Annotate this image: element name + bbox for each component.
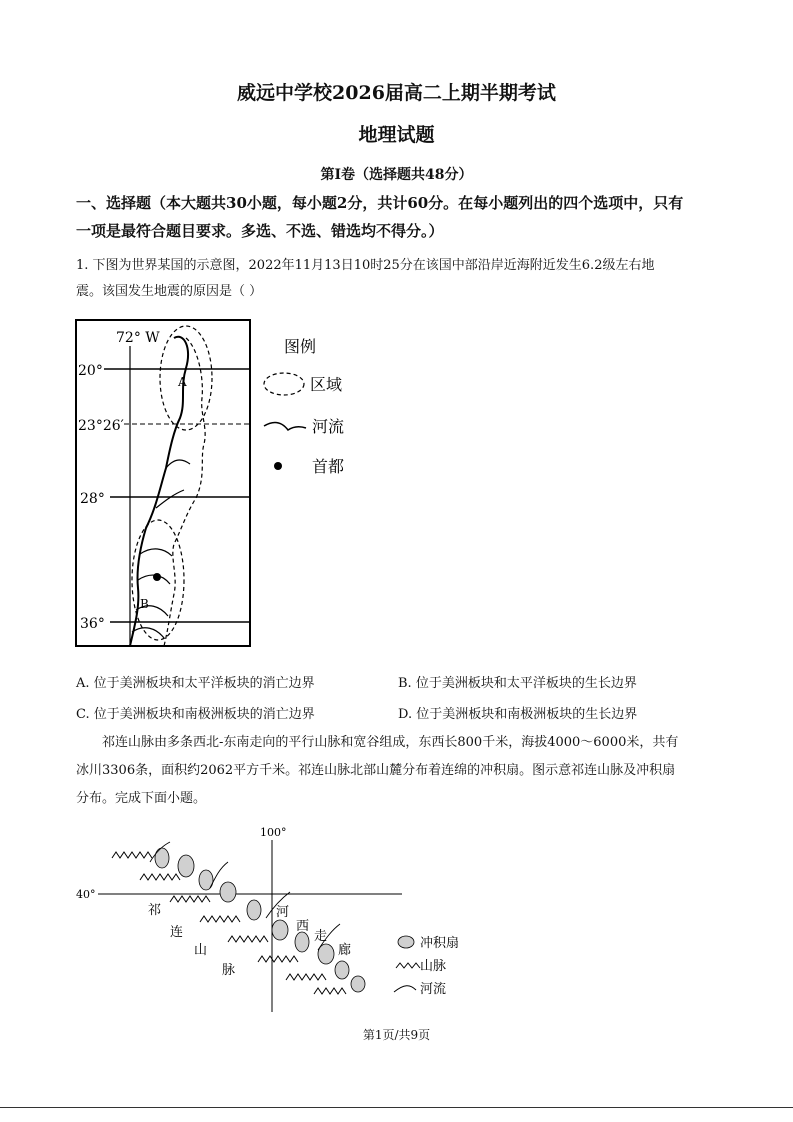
- question-1-line-2: 震。该国发生地震的原因是（ ）: [76, 284, 263, 299]
- river-south-4: [132, 628, 164, 638]
- passage-line-1: 祁连山脉由多条西北-东南走向的平行山脉和宽谷组成，东西长800千米，海拔4000～6000米，共有: [102, 735, 679, 750]
- option-d[interactable]: D. 位于美洲板块和南极洲板块的生长边界: [398, 707, 638, 722]
- river-central: [156, 490, 184, 508]
- lat-label-tropic: 23°26′: [78, 418, 124, 434]
- exam-title: 威远中学校2026届高二上期半期考试: [237, 82, 556, 104]
- option-c[interactable]: C. 位于美洲板块和南极洲板块的消亡边界: [76, 707, 315, 722]
- legend-fan-label: 冲积扇: [420, 936, 460, 951]
- passage-line-2: 冰川3306条，面积约2062平方千米。祁连山脉北部山麓分布着连绵的冲积扇。图示意祁连山脉及冲积扇: [76, 763, 676, 778]
- section-instructions: [76, 189, 736, 245]
- mountain-char-1: 祁: [148, 903, 162, 918]
- region-b-label: B: [140, 597, 149, 611]
- bottom-divider: [0, 1107, 793, 1108]
- corridor-char-1: 河: [276, 905, 290, 920]
- mountain-char-3: 山: [194, 943, 208, 958]
- country-map: [74, 318, 374, 650]
- option-b[interactable]: B. 位于美洲板块和太平洋板块的生长边界: [398, 676, 637, 691]
- lat-label-40: 40°: [76, 888, 96, 901]
- region-a-label: A: [178, 375, 187, 389]
- legend-region-symbol: [264, 373, 304, 395]
- legend-river-label: 河流: [312, 417, 345, 436]
- qilian-map: [70, 822, 490, 1016]
- corridor-char-4: 廊: [338, 943, 352, 958]
- volume-heading: 第I卷（选择题共48分）: [320, 167, 473, 183]
- legend-title: 图例: [284, 337, 317, 356]
- legend-mountain-symbol: [396, 963, 420, 968]
- corridor-char-3: 走: [314, 929, 328, 944]
- legend-region-label: 区域: [310, 375, 343, 394]
- lat-label-36: 36°: [80, 616, 105, 632]
- passage: [76, 729, 736, 813]
- legend-capital-label: 首都: [312, 457, 345, 476]
- lon-label-100: 100°: [260, 826, 287, 839]
- mountain-char-2: 连: [170, 925, 184, 940]
- page-number: 第1页/共9页: [362, 1028, 431, 1042]
- question-1-line-1: 1. 下图为世界某国的示意图，2022年11月13日10时25分在该国中部沿岸近海附近发生6.2级左右地: [76, 258, 655, 273]
- option-a[interactable]: A. 位于美洲板块和太平洋板块的消亡边界: [76, 676, 315, 691]
- section-line-1: 一、选择题（本大题共30小题，每小题2分，共计60分。在每小题列出的四个选项中，只有: [76, 194, 684, 212]
- lat-label-28: 28°: [80, 491, 105, 507]
- question-1-stem: [76, 253, 736, 305]
- longitude-label: 72° W: [116, 330, 160, 346]
- river-south-1: [140, 549, 172, 556]
- alluvial-fans: [155, 848, 365, 992]
- exam-subtitle: 地理试题: [358, 124, 435, 146]
- legend-river-label-2: 河流: [420, 982, 447, 997]
- river-north: [166, 460, 190, 468]
- legend-fan-symbol: [398, 936, 414, 948]
- corridor-char-2: 西: [296, 919, 310, 934]
- legend-mountain-label: 山脉: [420, 959, 447, 974]
- passage-line-3: 分布。完成下面小题。: [76, 791, 207, 806]
- section-line-2: 一项是最符合题目要求。多选、不选、错选均不得分。）: [76, 222, 444, 240]
- legend-river-symbol: [264, 423, 306, 430]
- mountain-char-4: 脉: [222, 963, 236, 978]
- lat-label-20: 20°: [78, 363, 103, 379]
- capital-marker: [153, 573, 161, 581]
- legend-river-symbol-2: [394, 986, 416, 992]
- legend-capital-symbol: [274, 462, 282, 470]
